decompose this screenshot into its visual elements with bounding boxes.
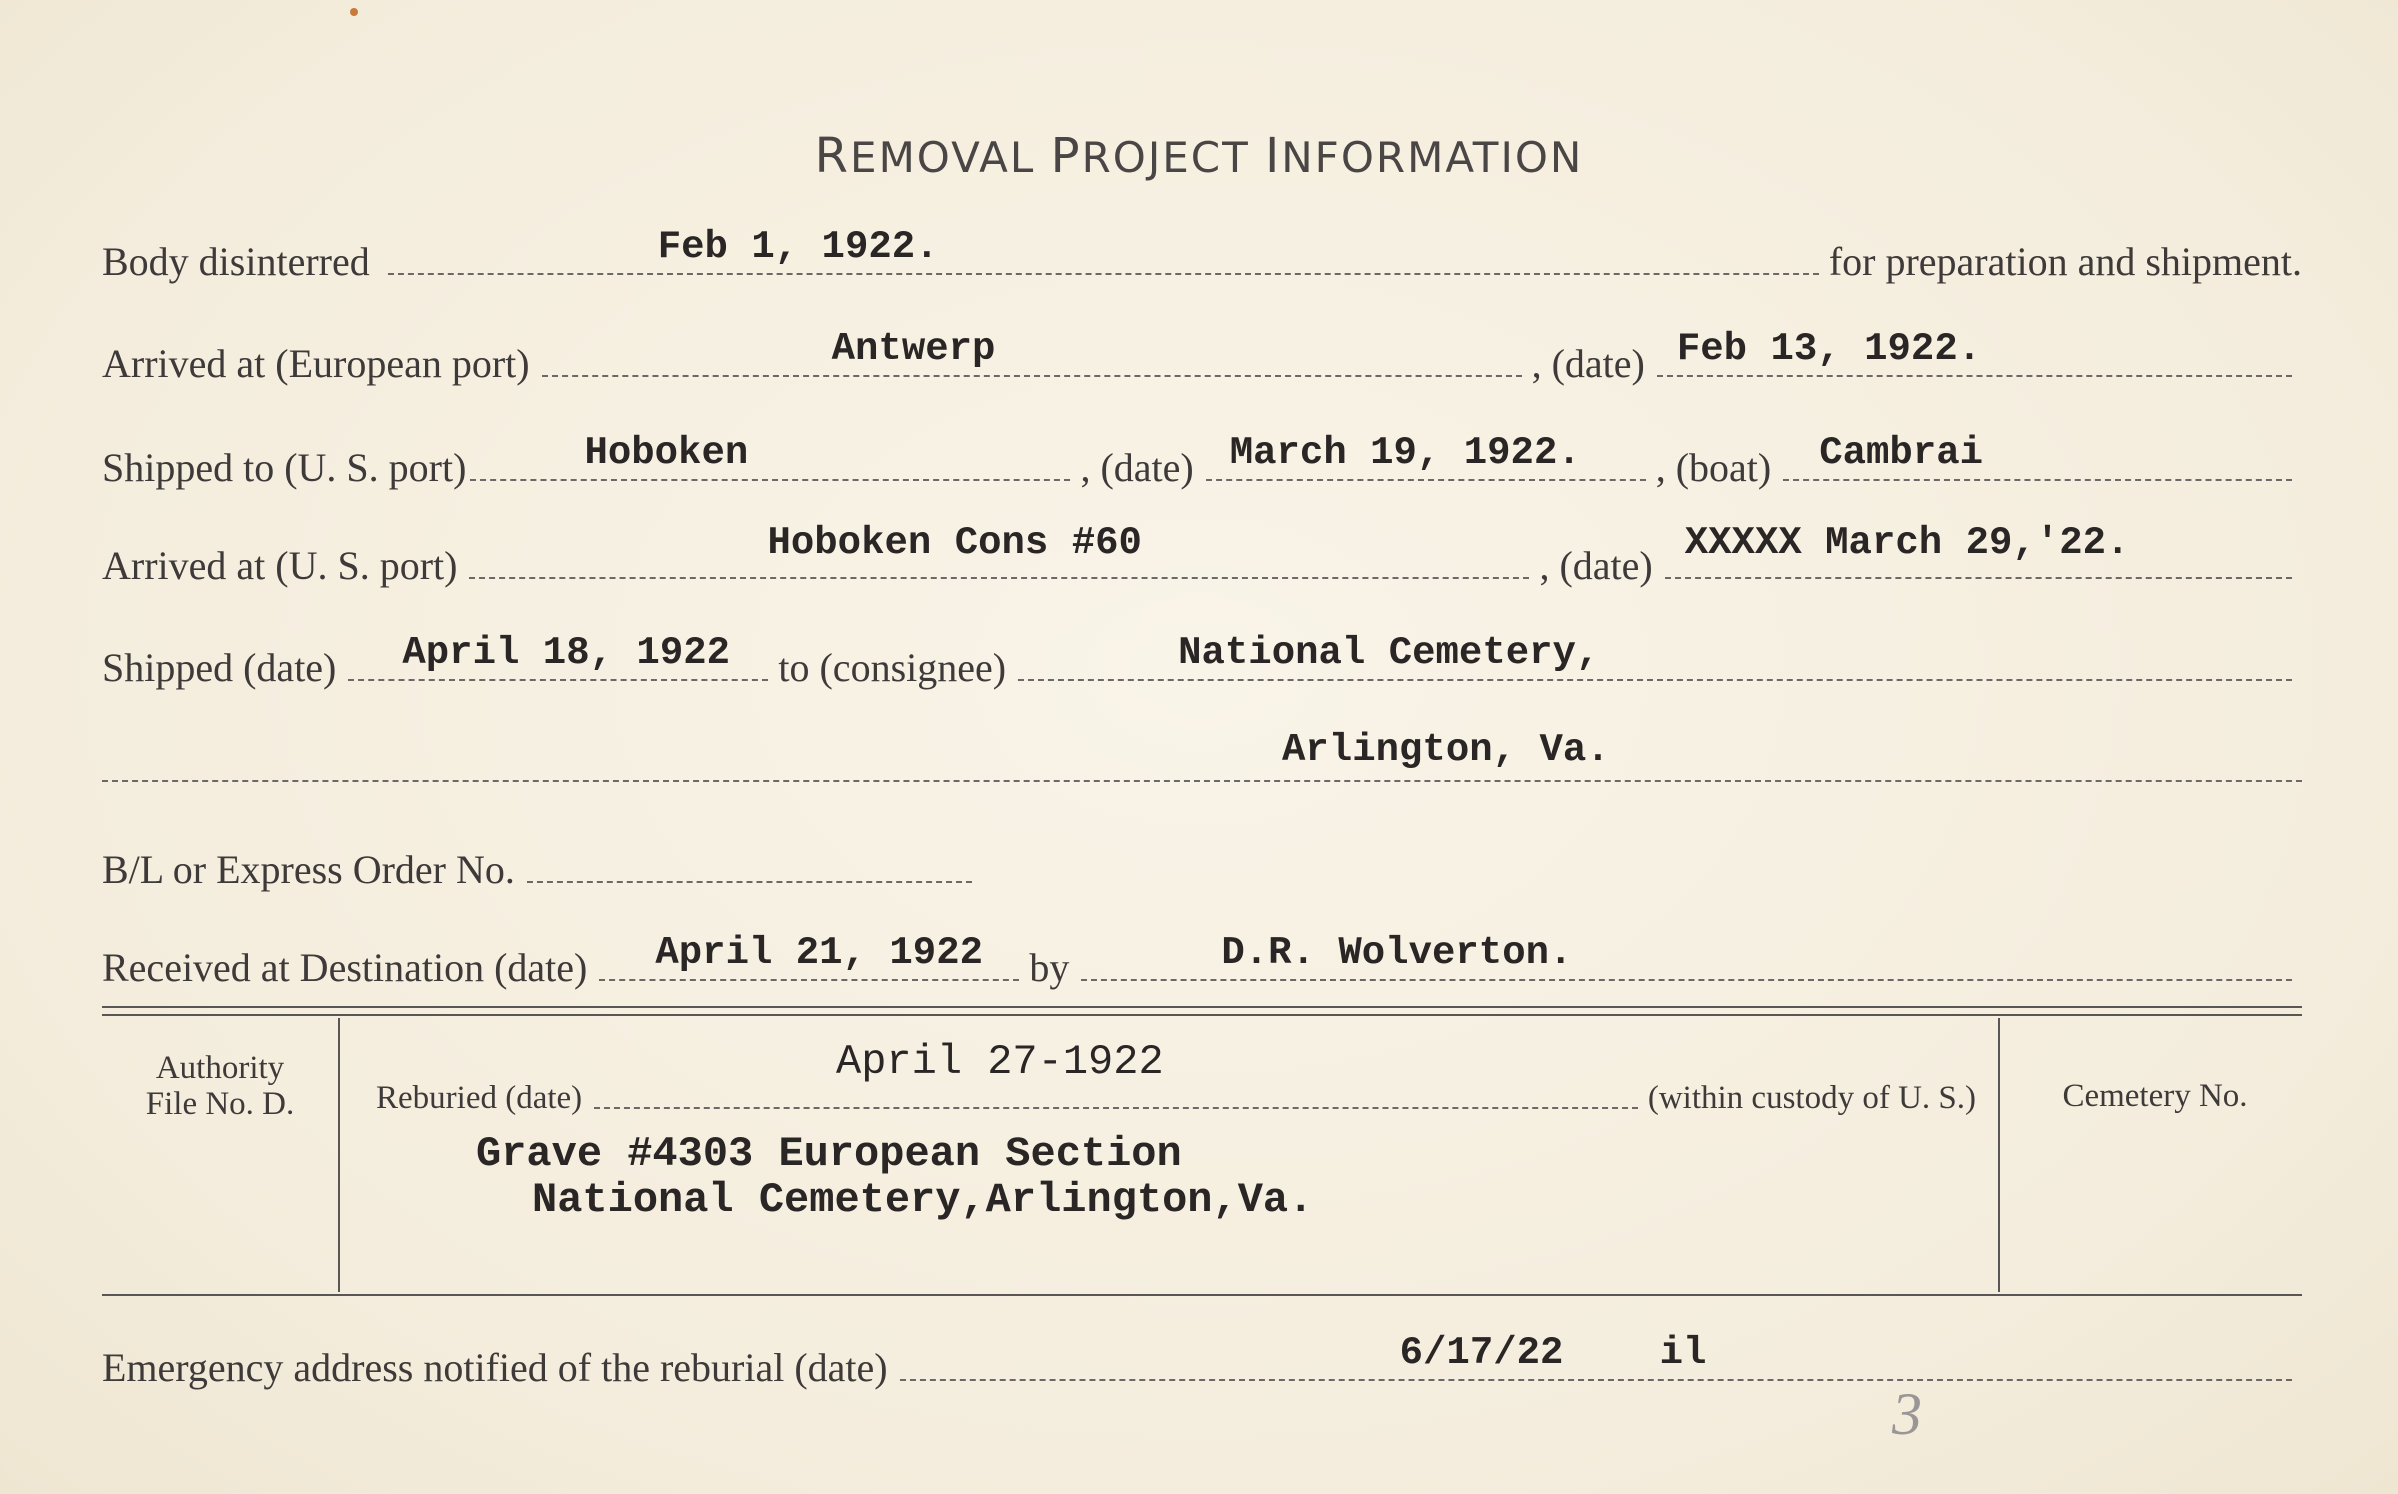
consignee-field (1018, 631, 2292, 681)
emergency-field (900, 1331, 2292, 1381)
disinterred-value: Feb 1, 1922. (657, 225, 939, 269)
arrived-eu-label: Arrived at (European port) (102, 341, 530, 386)
grave-line-2: National Cemetery,Arlington,Va. (532, 1176, 1314, 1224)
received-date: April 21, 1922 (655, 931, 984, 975)
reburied-date: April 27-1922 (836, 1038, 1164, 1086)
disinterred-field (388, 225, 1819, 275)
row-arrived-us (102, 521, 2302, 589)
file-no-label: File No. D. (145, 1086, 295, 1122)
card-title: REMOVAL PROJECT INFORMATION (814, 128, 1584, 184)
consignee-value: National Cemetery, (1178, 631, 1600, 675)
disinterred-label: Body disinterred (102, 239, 370, 284)
arrived-us-date: XXXXX March 29,'22. (1684, 521, 2130, 565)
arrived-us-value: Hoboken Cons #60 (767, 521, 1142, 565)
received-by-field (1081, 931, 2292, 981)
reburied-field (594, 1107, 1638, 1109)
custody-label: (within custody of U. S.) (1647, 1080, 1976, 1116)
shipped-us-field (470, 431, 1070, 481)
box-top-rule (102, 1006, 2302, 1016)
emergency-label: Emergency address notified of the reburial (date) (102, 1345, 888, 1390)
received-date-field (599, 931, 1019, 981)
arrived-eu-value: Antwerp (831, 327, 996, 371)
disinterred-suffix: for preparation and shipment. (1828, 239, 2302, 284)
row-emergency (102, 1331, 2302, 1391)
arrived-us-date-label: , (date) (1539, 543, 1653, 588)
box-bottom-rule (102, 1294, 2302, 1296)
handwritten-mark: 3 (1892, 1381, 1922, 1447)
shipped-us-boat: Cambrai (1819, 431, 1984, 475)
arrived-us-date-field (1665, 521, 2292, 579)
arrived-eu-date-field (1657, 327, 2292, 377)
shipped-us-label: Shipped to (U. S. port) (102, 445, 467, 490)
reburied-label: Reburied (date) (376, 1080, 583, 1116)
arrived-us-label: Arrived at (U. S. port) (102, 543, 458, 588)
shipped-us-boat-label: , (boat) (1655, 445, 1772, 490)
row-shipped (102, 631, 2302, 691)
bl-label: B/L or Express Order No. (102, 847, 515, 892)
row-arrived-european (102, 327, 2302, 387)
arrived-us-field (469, 521, 1529, 579)
row-disinterred (102, 225, 2302, 285)
row-received (102, 931, 2302, 991)
bl-field (527, 881, 972, 883)
shipped-date-field (348, 631, 768, 681)
arrived-eu-field (542, 327, 1522, 377)
grave-line-1: Grave #4303 European Section (476, 1130, 1182, 1178)
shipped-label: Shipped (date) (102, 645, 337, 690)
arrived-eu-date-label: , (date) (1531, 341, 1645, 386)
received-label: Received at Destination (date) (102, 945, 588, 990)
stain-dot (350, 8, 358, 16)
received-by: D.R. Wolverton. (1221, 931, 1573, 975)
arrived-eu-date: Feb 13, 1922. (1676, 327, 1982, 371)
emergency-initials: il (1659, 1331, 1707, 1375)
consignee-extra-line (102, 780, 2302, 782)
authority-label: Authority (155, 1050, 285, 1086)
shipped-us-date: March 19, 1922. (1229, 431, 1581, 475)
shipped-date: April 18, 1922 (402, 631, 731, 675)
received-by-label: by (1029, 945, 1070, 990)
consignee-value-line2: Arlington, Va. (1282, 728, 1610, 772)
row-reburied (376, 1080, 1976, 1117)
authority-file-label (110, 1050, 330, 1122)
shipped-us-value: Hoboken (584, 431, 749, 475)
emergency-date: 6/17/22 (1399, 1331, 1564, 1375)
row-shipped-us (102, 431, 2302, 491)
shipped-us-boat-field (1783, 431, 2292, 481)
box-divider-right (1998, 1018, 2000, 1292)
consignee-label: to (consignee) (778, 645, 1007, 690)
shipped-us-date-field (1206, 431, 1646, 481)
cemetery-no-label: Cemetery No. (2062, 1078, 2248, 1114)
box-divider-left (338, 1018, 340, 1292)
row-bl (102, 846, 982, 893)
shipped-us-date-label: , (date) (1080, 445, 1194, 490)
